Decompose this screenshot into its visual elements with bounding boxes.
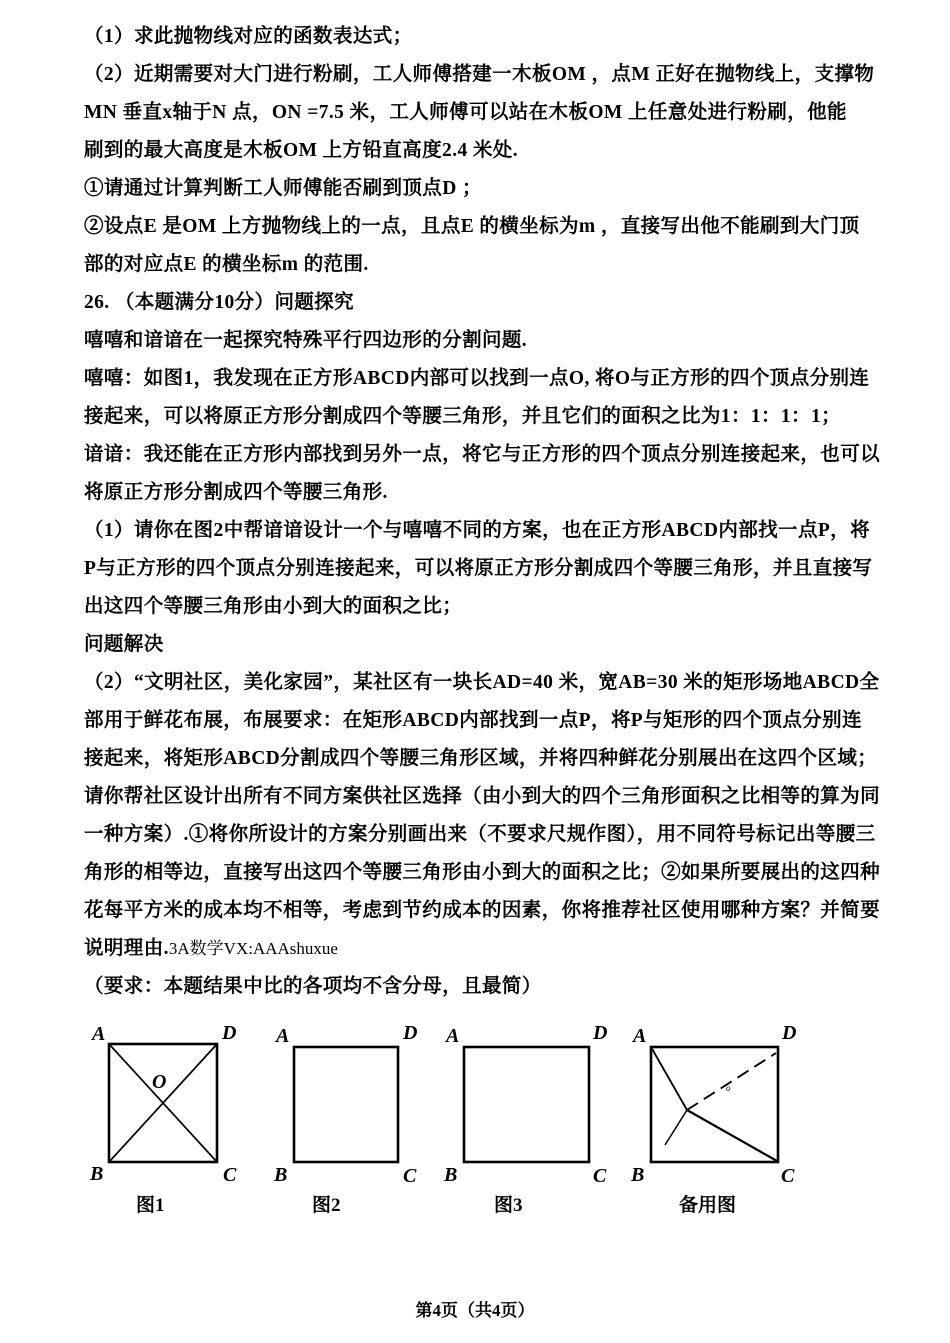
figure-1-drawing <box>84 1022 274 1187</box>
figure-1-label-A: A <box>92 1023 106 1045</box>
figure-2-caption: 图2 <box>312 1195 341 1216</box>
figure-3-label-A: A <box>446 1025 460 1047</box>
q26-part2-line8 <box>84 930 874 968</box>
q26-xixi-line2: 接起来，可以将原正方形分割成四个等腰三角形，并且它们的面积之比为1：1：1：1； <box>84 406 842 427</box>
exam-body-text <box>84 18 881 1006</box>
q26-part1-line1: （1）请你在图2中帮谙谙设计一个与嘻嘻不同的方案，也在正方形ABCD内部找一点P，将 <box>84 520 870 541</box>
figure-2 <box>272 1022 462 1237</box>
q26-solve-heading: 问题解决 <box>84 634 164 655</box>
figure-3-label-C: C <box>593 1165 607 1187</box>
q26-intro: 嘻嘻和谙谙在一起探究特殊平行四边形的分割问题. <box>84 330 528 351</box>
q26-part2-line5: 一种方案）.①将你所设计的方案分别画出来（不要求尺规作图），用不同符号标记出等腰三 <box>84 824 876 845</box>
q26-xixi-line1: 嘻嘻：如图1，我发现在正方形ABCD内部可以找到一点O, 将O与正方形的四个顶点分别连 <box>84 368 870 389</box>
figure-2-label-A: A <box>276 1025 290 1047</box>
figure-2-label-B: B <box>274 1164 288 1186</box>
figure-2-label-D: D <box>403 1022 418 1044</box>
figure-4-drawing <box>629 1022 819 1187</box>
figure-3-label-D: D <box>593 1022 608 1044</box>
figure-3 <box>442 1022 632 1237</box>
figure-2-label-C: C <box>403 1165 417 1187</box>
q25-sub2-line3: 刷到的最大高度是木板OM 上方铅直高度2.4 米处. <box>84 140 518 161</box>
figure-4-mark: o <box>726 1083 731 1093</box>
q25-item2-line1: ②设点E 是OM 上方抛物线上的一点，且点E 的横坐标为m ，直接写出他不能刷到大门顶 <box>84 216 860 237</box>
figure-4-caption: 备用图 <box>679 1195 737 1216</box>
q25-item1: ①请通过计算判断工人师傅能否刷到顶点D ； <box>84 178 482 199</box>
figure-3-caption: 图3 <box>494 1195 523 1216</box>
q26-yanyan-line2: 将原正方形分割成四个等腰三角形. <box>84 482 388 503</box>
figure-1-label-B: B <box>90 1163 104 1185</box>
q25-sub2-line1: （2）近期需要对大门进行粉刷，工人师傅搭建一木板OM ，点M 正好在抛物线上，支撑物 <box>84 64 875 85</box>
figure-1-label-D: D <box>222 1022 237 1044</box>
q26-heading: 26. （本题满分10分）问题探究 <box>84 292 355 313</box>
q26-part2-line3: 接起来，将矩形ABCD分割成四个等腰三角形区域，并将四种鲜花分别展出在这四个区域； <box>84 748 878 769</box>
figures-row <box>84 1022 874 1237</box>
figure-4-label-A: A <box>633 1025 647 1047</box>
watermark-text: 3A数学VX:AAAshuxue <box>168 939 338 958</box>
figure-1 <box>84 1022 274 1237</box>
q26-part2-line7: 花每平方米的成本均不相等，考虑到节约成本的因素，你将推荐社区使用哪种方案？并简要 <box>84 900 881 921</box>
figure-1-caption: 图1 <box>136 1195 165 1216</box>
q26-part1-line2: P与正方形的四个顶点分别连接起来，可以将原正方形分割成四个等腰三角形，并且直接写 <box>84 558 873 579</box>
q25-item2-line2: 部的对应点E 的横坐标m 的范围. <box>84 254 369 275</box>
q26-requirement: （要求：本题结果中比的各项均不含分母，且最简） <box>84 976 542 997</box>
figure-4-label-C: C <box>781 1165 795 1187</box>
q25-sub1: （1）求此抛物线对应的函数表达式； <box>84 26 413 47</box>
figure-3-label-B: B <box>444 1164 458 1186</box>
q26-yanyan-line1: 谙谙：我还能在正方形内部找到另外一点，将它与正方形的四个顶点分别连接起来，也可以 <box>84 444 881 465</box>
page-footer: 第4页（共4页） <box>415 1301 535 1320</box>
figure-4-label-D: D <box>782 1022 797 1044</box>
q26-part2-line8-text: 说明理由. <box>84 938 169 959</box>
figure-1-label-C: C <box>223 1164 237 1186</box>
q26-part2-line4: 请你帮社区设计出所有不同方案供社区选择（由小到大的四个三角形面积之比相等的算为同 <box>84 786 881 807</box>
figure-1-label-O: O <box>152 1071 167 1093</box>
q26-part2-line6: 角形的相等边，直接写出这四个等腰三角形由小到大的面积之比；②如果所要展出的这四种 <box>84 862 881 883</box>
figure-4 <box>629 1022 819 1237</box>
figure-2-drawing <box>272 1022 462 1187</box>
figure-3-drawing <box>442 1022 632 1187</box>
q26-part2-line2: 部用于鲜花布展，布展要求：在矩形ABCD内部找到一点P，将P与矩形的四个顶点分别连 <box>84 710 862 731</box>
figure-4-label-B: B <box>631 1164 645 1186</box>
q26-part2-line1: （2）“文明社区，美化家园”，某社区有一块长AD=40 米，宽AB=30 米的矩形场地ABCD全 <box>84 672 880 693</box>
q26-part1-line3: 出这四个等腰三角形由小到大的面积之比； <box>84 596 463 617</box>
q25-sub2-line2: MN 垂直x轴于N 点，ON =7.5 米，工人师傅可以站在木板OM 上任意处进行粉刷，他能 <box>84 102 847 123</box>
